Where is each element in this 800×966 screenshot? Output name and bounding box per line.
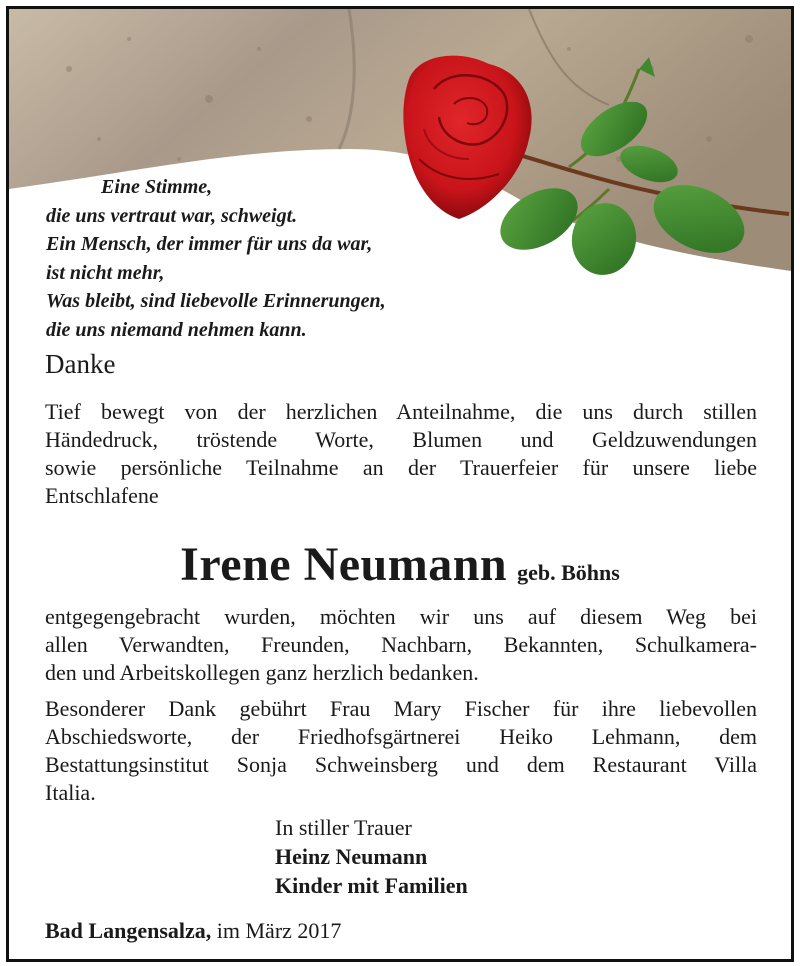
- thanks-line: entgegengebracht wurden, möchten wir uns auf diesem Weg bei: [45, 604, 757, 629]
- special-line: Italia.: [45, 780, 96, 805]
- memorial-poem: [46, 173, 516, 344]
- special-thanks-paragraph: [45, 695, 757, 807]
- thanks-paragraph: [45, 603, 757, 687]
- heading-danke: Danke: [45, 349, 116, 379]
- special-line: Besonderer Dank gebührt Frau Mary Fischer für ihre liebevollen: [45, 696, 757, 721]
- intro-line: Tief bewegt von der herzlichen Anteilnahme, die uns durch stillen: [45, 399, 757, 424]
- signature-family: Kinder mit Familien: [275, 873, 468, 898]
- thanks-line: den und Arbeitskollegen ganz herzlich bedanken.: [45, 660, 479, 685]
- place-date: im März 2017: [216, 918, 342, 943]
- intro-line: Entschlafene: [45, 483, 159, 508]
- poem-line: die uns vertraut war, schweigt.: [46, 204, 298, 227]
- deceased-name-row: [9, 537, 791, 592]
- signature-block: [275, 813, 468, 900]
- signature-name: Heinz Neumann: [275, 844, 428, 869]
- birth-name: geb. Böhns: [517, 560, 620, 585]
- signature-intro: In stiller Trauer: [275, 815, 412, 840]
- special-line: Bestattungsinstitut Sonja Schweinsberg und dem Restaurant Villa: [45, 752, 757, 777]
- obituary-notice: [6, 6, 794, 962]
- poem-line: die uns niemand nehmen kann.: [46, 318, 307, 341]
- intro-paragraph: [45, 398, 757, 510]
- poem-line: Eine Stimme,: [101, 176, 213, 198]
- poem-line: Ein Mensch, der immer für uns da war,: [46, 233, 373, 255]
- thanks-line: allen Verwandten, Freunden, Nachbarn, Bekannten, Schulkamera-: [45, 632, 757, 657]
- place-town: Bad Langensalza,: [45, 918, 212, 943]
- intro-line: sowie persönliche Teilnahme an der Trauerfeier für unsere liebe: [45, 455, 757, 480]
- deceased-name: Irene Neumann: [180, 538, 508, 591]
- poem-line: ist nicht mehr,: [46, 261, 165, 284]
- poem-line: Was bleibt, sind liebevolle Erinnerungen,: [46, 290, 386, 312]
- place-and-date: [45, 918, 341, 944]
- intro-line: Händedruck, tröstende Worte, Blumen und Geldzuwendungen: [45, 427, 757, 452]
- special-line: Abschiedsworte, der Friedhofsgärtnerei Heiko Lehmann, dem: [45, 724, 757, 749]
